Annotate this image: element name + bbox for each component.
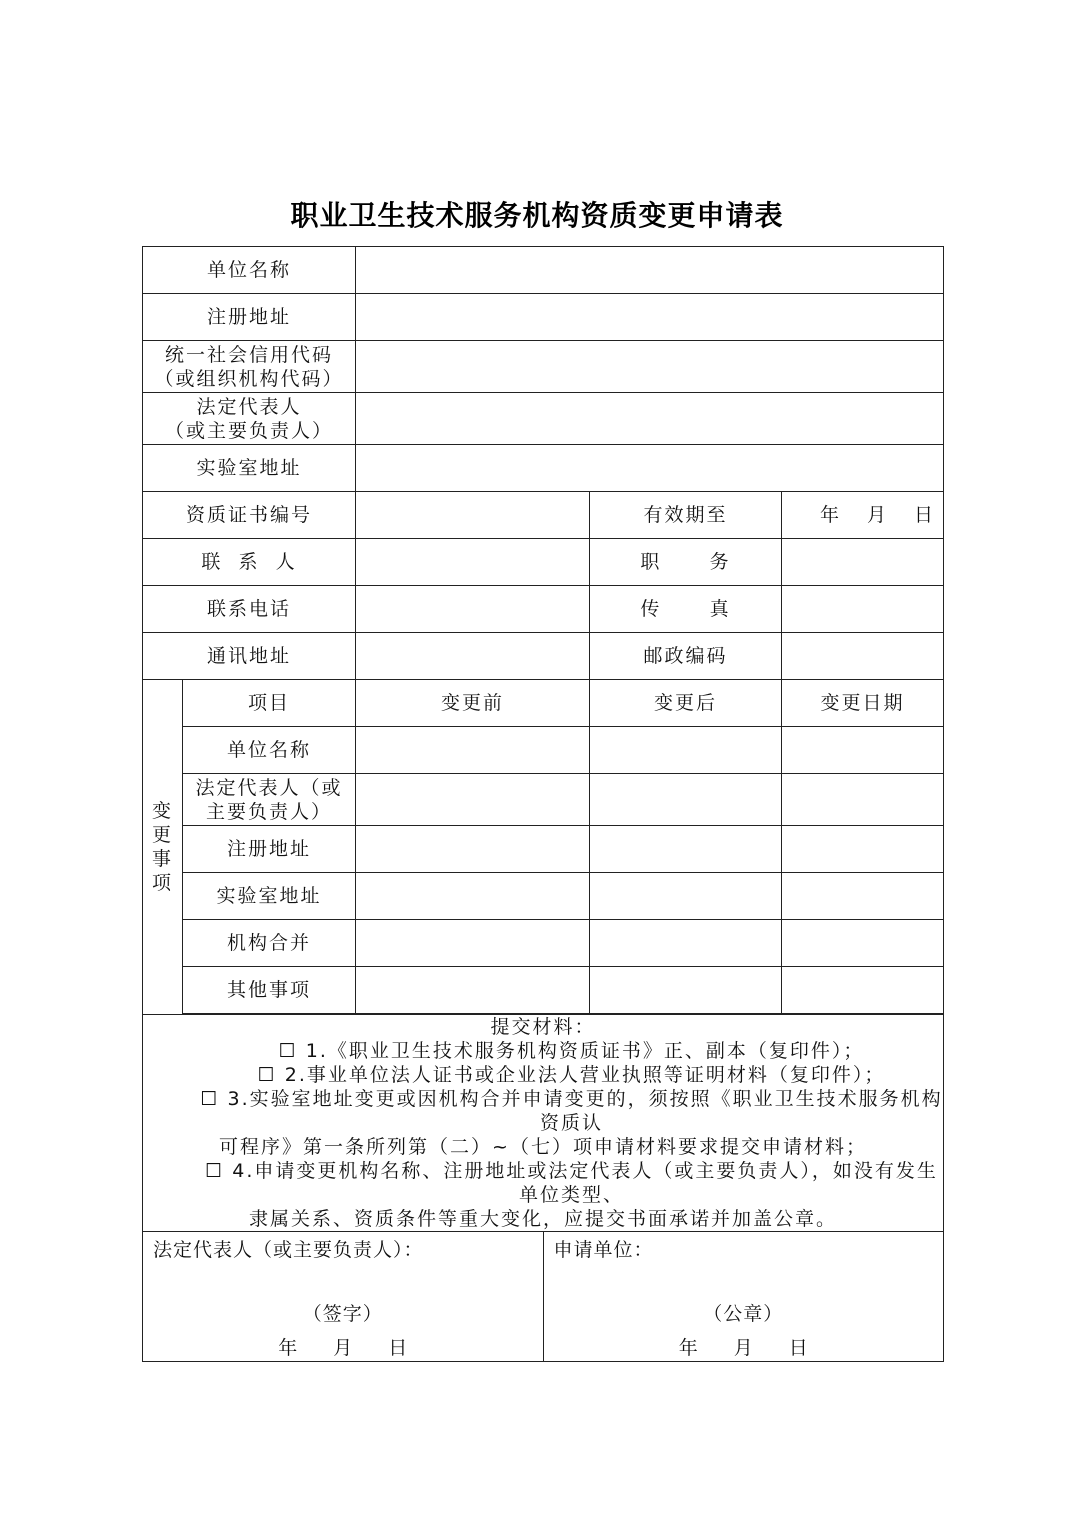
label-mail-address: 通讯地址 — [143, 633, 356, 680]
row-lab-address — [143, 445, 944, 492]
row-credit-code — [143, 341, 944, 393]
header-item: 项目 — [183, 680, 356, 727]
sign-year-left: 年 — [278, 1337, 298, 1359]
label-cert-no: 资质证书编号 — [143, 492, 356, 539]
change-label-legal-rep-line1: 法定代表人（或 — [195, 776, 343, 799]
label-legal-rep-line1: 法定代表人 — [196, 395, 302, 418]
row-change-unit-name — [143, 727, 944, 774]
change-char-4: 项 — [151, 872, 173, 894]
material-item-4-line2: 隶属关系、资质条件等重大变化，应提交书面承诺并加盖公章。 — [249, 1208, 838, 1230]
field-fax[interactable] — [782, 586, 944, 633]
legal-rep-signature-area[interactable] — [143, 1232, 543, 1361]
change-after-merger[interactable] — [590, 920, 782, 967]
label-credit-code-line1: 统一社会信用代码 — [165, 343, 334, 366]
field-mail-address[interactable] — [356, 633, 590, 680]
change-char-1: 变 — [151, 800, 173, 822]
change-before-legal-rep[interactable] — [356, 774, 590, 826]
change-before-other[interactable] — [356, 967, 590, 1014]
change-date-other[interactable] — [782, 967, 944, 1014]
sign-day-right: 日 — [788, 1337, 808, 1359]
field-phone[interactable] — [356, 586, 590, 633]
row-change-merger — [143, 920, 944, 967]
row-mail-address — [143, 633, 944, 680]
field-position[interactable] — [782, 539, 944, 586]
label-fax — [590, 586, 782, 633]
label-fax-text: 传 真 — [640, 598, 731, 620]
materials-cell — [143, 1015, 944, 1232]
label-credit-code-line2: （或组织机构代码） — [154, 367, 344, 390]
material-item-3-line2: 可程序》第一条所列第（二）~（七）项申请材料要求提交申请材料； — [219, 1136, 867, 1158]
field-reg-address[interactable] — [356, 294, 944, 341]
applicant-seal-area[interactable] — [543, 1232, 944, 1361]
change-after-reg-address[interactable] — [590, 826, 782, 873]
sign-month-right: 月 — [733, 1337, 753, 1359]
sign-month-left: 月 — [333, 1337, 353, 1359]
legal-rep-sign-date — [143, 1336, 543, 1360]
label-reg-address: 注册地址 — [143, 294, 356, 341]
change-char-2: 更 — [151, 824, 173, 846]
valid-year: 年 — [819, 504, 839, 526]
change-after-unit-name[interactable] — [590, 727, 782, 774]
label-legal-rep-line2: （或主要负责人） — [165, 419, 334, 442]
label-legal-rep — [143, 393, 356, 445]
row-reg-address — [143, 294, 944, 341]
header-date: 变更日期 — [782, 680, 944, 727]
sign-year-right: 年 — [678, 1337, 698, 1359]
field-valid-until[interactable] — [782, 492, 944, 539]
change-label-reg-address: 注册地址 — [183, 826, 356, 873]
materials-heading: 提交材料： — [490, 1016, 596, 1038]
change-date-merger[interactable] — [782, 920, 944, 967]
change-label-other: 其他事项 — [183, 967, 356, 1014]
label-postcode: 邮政编码 — [590, 633, 782, 680]
label-phone: 联系电话 — [143, 586, 356, 633]
page-title: 职业卫生技术服务机构资质变更申请表 — [290, 199, 784, 232]
change-after-legal-rep[interactable] — [590, 774, 782, 826]
material-item-3-line1[interactable]: ☐ 3.实验室地址变更或因机构合并申请变更的，须按照《职业卫生技术服务机构资质认 — [200, 1088, 943, 1134]
label-change-items — [143, 680, 183, 1015]
change-date-legal-rep[interactable] — [782, 774, 944, 826]
row-cert-no — [143, 492, 944, 539]
row-materials — [143, 1015, 944, 1232]
change-label-unit-name: 单位名称 — [183, 727, 356, 774]
change-date-reg-address[interactable] — [782, 826, 944, 873]
valid-day: 日 — [914, 504, 934, 526]
change-date-lab-address[interactable] — [782, 873, 944, 920]
applicant-sign-date — [544, 1336, 944, 1360]
field-cert-no[interactable] — [356, 492, 590, 539]
row-unit-name — [143, 247, 944, 294]
signature-hint: （签字） — [302, 1303, 383, 1325]
row-change-lab-address — [143, 873, 944, 920]
change-label-lab-address: 实验室地址 — [183, 873, 356, 920]
change-before-unit-name[interactable] — [356, 727, 590, 774]
field-credit-code[interactable] — [356, 341, 944, 393]
valid-month: 月 — [867, 504, 887, 526]
change-label-legal-rep-line2: 主要负责人） — [206, 800, 333, 823]
label-contact-text: 联 系 人 — [201, 551, 297, 573]
signature-cell — [143, 1232, 944, 1362]
seal-hint: （公章） — [703, 1303, 784, 1325]
row-change-reg-address — [143, 826, 944, 873]
change-before-reg-address[interactable] — [356, 826, 590, 873]
change-after-lab-address[interactable] — [590, 873, 782, 920]
sign-day-left: 日 — [388, 1337, 408, 1359]
change-before-lab-address[interactable] — [356, 873, 590, 920]
material-item-4-line1[interactable]: ☐ 4.申请变更机构名称、注册地址或法定代表人（或主要负责人），如没有发生单位类型、 — [205, 1160, 938, 1206]
change-label-merger: 机构合并 — [183, 920, 356, 967]
change-label-legal-rep — [183, 774, 356, 826]
label-lab-address: 实验室地址 — [143, 445, 356, 492]
field-postcode[interactable] — [782, 633, 944, 680]
label-credit-code — [143, 341, 356, 393]
row-change-legal-rep — [143, 774, 944, 826]
label-contact — [143, 539, 356, 586]
field-lab-address[interactable] — [356, 445, 944, 492]
row-phone — [143, 586, 944, 633]
row-change-header — [143, 680, 944, 727]
field-unit-name[interactable] — [356, 247, 944, 294]
field-contact[interactable] — [356, 539, 590, 586]
change-char-3: 事 — [151, 848, 173, 870]
change-after-other[interactable] — [590, 967, 782, 1014]
label-valid-until: 有效期至 — [590, 492, 782, 539]
header-before: 变更前 — [356, 680, 590, 727]
row-legal-rep — [143, 393, 944, 445]
material-item-1[interactable]: ☐ 1.《职业卫生技术服务机构资质证书》正、副本（复印件）； — [278, 1040, 865, 1062]
material-item-2[interactable]: ☐ 2.事业单位法人证书或企业法人营业执照等证明材料（复印件）； — [257, 1064, 886, 1086]
row-change-other — [143, 967, 944, 1014]
field-legal-rep[interactable] — [356, 393, 944, 445]
application-form-table — [142, 246, 944, 1362]
label-position-text: 职 务 — [640, 551, 731, 573]
change-date-unit-name[interactable] — [782, 727, 944, 774]
legal-rep-signature-label: 法定代表人（或主要负责人）： — [153, 1239, 424, 1261]
row-contact — [143, 539, 944, 586]
header-after: 变更后 — [590, 680, 782, 727]
label-unit-name: 单位名称 — [143, 247, 356, 294]
label-position — [590, 539, 782, 586]
change-before-merger[interactable] — [356, 920, 590, 967]
applicant-unit-label: 申请单位： — [553, 1239, 654, 1261]
signature-box — [143, 1232, 943, 1361]
row-signature — [143, 1232, 944, 1362]
